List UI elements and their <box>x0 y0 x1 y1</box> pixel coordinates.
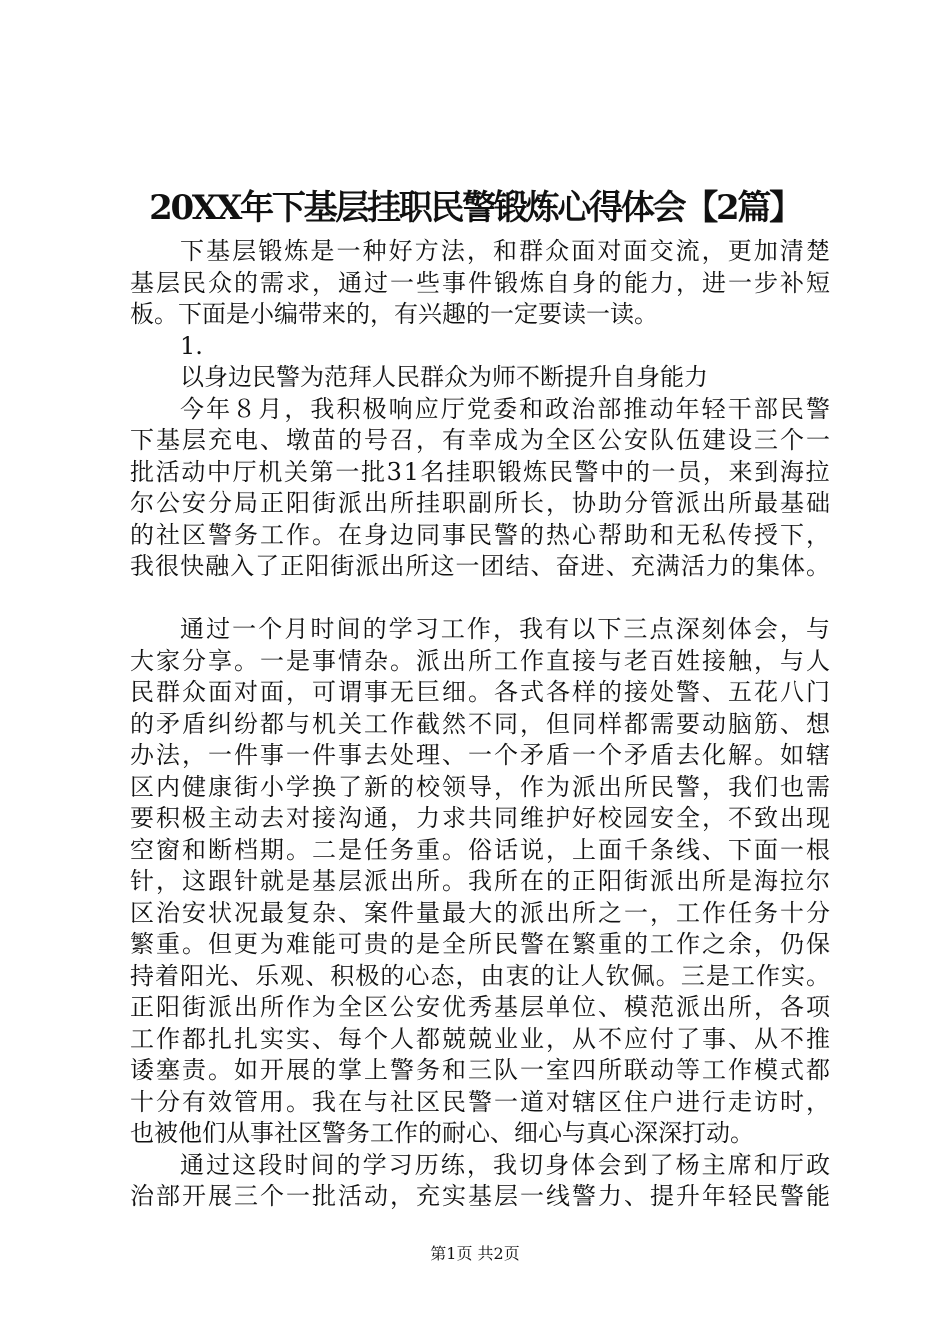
text-line: 十分有效管用。我在与社区民警一道对辖区住户进行走访时， <box>130 1087 832 1116</box>
text-line: 下基层充电、墩苗的号召，有幸成为全区公安队伍建设三个一 <box>130 426 832 454</box>
text-line: 要积极主动去对接沟通，力求共同维护好校园安全，不致出现 <box>130 804 832 832</box>
text-line: 通过一个月时间的学习工作，我有以下三点深刻体会，与 <box>180 615 833 643</box>
text-line: 尔公安分局正阳街派出所挂职副所长，协助分管派出所最基础 <box>130 489 832 517</box>
text-line: 下基层锻炼是一种好方法，和群众面对面交流，更加清楚 <box>180 237 833 265</box>
text-line: 以身边民警为范拜人民群众为师不断提升自身能力 <box>180 363 708 391</box>
text-line: 繁重。但更为难能可贵的是全所民警在繁重的工作之余，仍保 <box>130 930 832 958</box>
document-title: 20XX年下基层挂职民警锻炼心得体会【2篇】 <box>149 188 801 228</box>
text-line: 通过这段时间的学习历练，我切身体会到了杨主席和厅政 <box>180 1150 833 1179</box>
text-line: 针，这跟针就是基层派出所。我所在的正阳街派出所是海拉尔 <box>130 867 832 895</box>
text-line: 正阳街派出所作为全区公安优秀基层单位、模范派出所，各项 <box>130 993 832 1021</box>
text-line: 工作都扎扎实实、每个人都兢兢业业，从不应付了事、从不推 <box>130 1024 832 1053</box>
text-line: 板。下面是小编带来的，有兴趣的一定要读一读。 <box>130 300 658 328</box>
page-footer: 第1页 共2页 <box>430 1244 520 1263</box>
text-line: 区治安状况最复杂、案件量最大的派出所之一，工作任务十分 <box>130 898 832 927</box>
text-line: 持着阳光、乐观、积极的心态，由衷的让人钦佩。三是工作实。 <box>130 961 832 990</box>
text-line: 的矛盾纠纷都与机关工作截然不同，但同样都需要动脑筋、想 <box>130 709 832 738</box>
text-line: 空窗和断档期。二是任务重。俗话说，上面千条线、下面一根 <box>130 835 832 864</box>
text-line: 区内健康街小学换了新的校领导，作为派出所民警，我们也需 <box>130 772 832 801</box>
blank-line <box>130 583 830 615</box>
text-line: 民群众面对面，可谓事无巨细。各式各样的接处警、五花八门 <box>130 678 832 706</box>
text-line: 办法，一件事一件事去处理、一个矛盾一个矛盾去化解。如辖 <box>130 741 832 769</box>
text-line: 治部开展三个一批活动，充实基层一线警力、提升年轻民警能 <box>130 1182 832 1210</box>
text-line: 大家分享。一是事情杂。派出所工作直接与老百姓接触，与人 <box>130 646 832 675</box>
text-line: 诿塞责。如开展的掌上警务和三队一室四所联动等工作模式都 <box>130 1056 832 1084</box>
document-body <box>130 236 833 1213</box>
text-line: 的社区警务工作。在身边同事民警的热心帮助和无私传授下， <box>130 520 832 549</box>
text-line: 我很快融入了正阳街派出所这一团结、奋进、充满活力的集体。 <box>130 552 832 580</box>
text-line: 批活动中厅机关第一批31名挂职锻炼民警中的一员，来到海拉 <box>130 457 832 486</box>
text-line: 今年８月，我积极响应厅党委和政治部推动年轻干部民警 <box>180 394 833 423</box>
text-line: 1. <box>180 331 203 360</box>
text-line: 基层民众的需求，通过一些事件锻炼自身的能力，进一步补短 <box>130 268 832 297</box>
text-line: 也被他们从事社区警务工作的耐心、细心与真心深深打动。 <box>130 1119 754 1147</box>
